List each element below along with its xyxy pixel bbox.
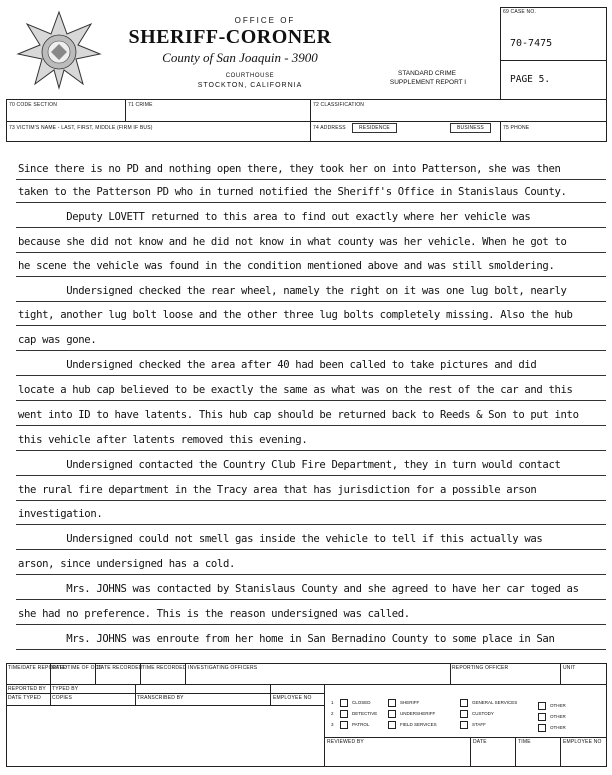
date-time-occ-label: DATE/TIME OF OCC [52,665,103,671]
narrative-line: arson, since undersigned has a cold. [18,558,236,570]
case-number: 70-7475 [510,38,553,49]
narrative-line: Since there is no PD and nothing open there, they took her on into Patterson, she was then [18,163,561,175]
checkbox-label: OTHER [550,703,566,708]
date-label: DATE [473,739,487,745]
checkbox-other-2[interactable] [538,713,546,721]
city-label: STOCKTON, CALIFORNIA [197,82,303,89]
checkbox-label: CLOSED [352,700,371,705]
date-recorded-label: DATE RECORDED [97,665,143,671]
reviewed-by-label: REVIEWED BY [327,739,364,745]
transcribed-by-label: TRANSCRIBED BY [137,695,184,701]
narrative-line: Undersigned could not smell gas inside the vehicle to tell if this actually was [18,533,543,545]
courthouse-label: COURTHOUSE [225,73,275,79]
checkbox-label: OTHER [550,714,566,719]
typed-by-label: TYPED BY [52,686,79,692]
office-of-label: OFFICE OF [234,16,296,25]
header-title: SHERIFF-CORONER [128,26,332,48]
code-section-label: 70 CODE SECTION [9,102,58,108]
narrative-line: Undersigned checked the area after 40 had been called to take pictures and did [18,359,537,371]
checkbox-number: 2 [331,711,334,716]
narrative-line: Undersigned contacted the Country Club Fire Department, they in turn would contact [18,459,561,471]
reporting-officer-label: REPORTING OFFICER [452,665,509,671]
checkbox-label: SHERIFF [400,700,420,705]
checkbox-number: 3 [331,722,334,727]
crime-label: 71 CRIME [128,102,153,108]
checkbox-label: PATROL [352,722,370,727]
reported-by-label: REPORTED BY [8,686,46,692]
narrative-line: went into ID to have latents. This hub cap should be returned back to Reeds & Son to put into [18,409,579,421]
address-label: 74 ADDRESS [313,125,346,131]
date-typed-label: DATE TYPED [8,695,41,701]
page-number: PAGE 5. [510,74,551,85]
time-label: TIME [518,739,531,745]
checkbox-undersheriff[interactable] [388,710,396,718]
checkbox-label: GENERAL SERVICES [472,700,518,705]
investigating-officers-label: INVESTIGATING OFFICERS [188,665,258,671]
time-recorded-label: TIME RECORDED [142,665,187,671]
checkbox-other-1[interactable] [538,702,546,710]
checkbox-staff[interactable] [460,721,468,729]
checkbox-other-3[interactable] [538,724,546,732]
checkbox-label: DETECTIVE [352,711,378,716]
checkbox-field-services[interactable] [388,721,396,729]
narrative-line: she had no preference. This is the reason undersigned was called. [18,608,410,620]
narrative-line: Deputy LOVETT returned to this area to find out exactly where her vehicle was [18,211,531,223]
narrative-line: taken to the Patterson PD who in turned notified the Sheriff's Office in Stanislaus County. [18,186,567,198]
case-no-label: 69 CASE NO. [503,9,537,15]
unit-label: UNIT [563,665,576,671]
checkbox-sheriff[interactable] [388,699,396,707]
phone-label: 75 PHONE [503,125,530,131]
employee-no-label-2: EMPLOYEE NO [563,739,602,745]
checkbox-label: OTHER [550,725,566,730]
residence-box: RESIDENCE [352,123,397,133]
county-name: County of San Joaquin - 3900 [162,50,318,65]
checkbox-label: FIELD SERVICES [400,722,437,727]
checkbox-label: CUSTODY [472,711,494,716]
narrative-line: because she did not know and he did not know in what county was her vehicle. When he got to [18,236,567,248]
narrative-line: Undersigned checked the rear wheel, namely the right on it was one lug bolt, nearly [18,285,567,297]
checkbox-label: STAFF [472,722,486,727]
checkbox-closed[interactable] [340,699,348,707]
checkbox-custody[interactable] [460,710,468,718]
copies-label: COPIES [52,695,73,701]
narrative-line: the rural fire department in the Tracy area that has jurisdiction for a possible arson [18,484,537,496]
checkbox-label: UNDERSHERIFF [400,711,436,716]
checkbox-general-services[interactable] [460,699,468,707]
narrative-line: this vehicle after latents removed this evening. [18,434,308,446]
business-box: BUSINESS [450,123,491,133]
narrative-line: Mrs. JOHNS was contacted by Stanislaus County and she agreed to have her car toged as [18,583,579,595]
classification-label: 72 CLASSIFICATION [313,102,365,108]
report-type-2: SUPPLEMENT REPORT I [389,79,467,86]
checkbox-detective[interactable] [340,710,348,718]
checkbox-patrol[interactable] [340,721,348,729]
report-type-1: STANDARD CRIME [397,70,457,77]
narrative-line: cap was gone. [18,334,97,346]
narrative-line: locate a hub cap believed to be exactly the same as what was on the rest of the car and this [18,384,573,396]
employee-no-label: EMPLOYEE NO [273,695,312,701]
narrative-line: tight, another lug bolt loose and the other three lug bolts completely missing. Also the hub [18,309,573,321]
victim-name-label: 73 VICTIM'S NAME - LAST, FIRST, MIDDLE (FIRM IF BUS) [9,125,153,131]
narrative-line: Mrs. JOHNS was enroute from her home in San Bernadino County to some place in San [18,633,555,645]
sheriff-star-icon [16,10,102,90]
narrative-line: investigation. [18,508,103,520]
narrative-line: he scene the vehicle was found in the condition mentioned above and was still smoldering. [18,260,555,272]
time-date-reported-label: TIME/DATE REPORTED [8,665,67,671]
checkbox-number: 1 [331,700,334,705]
